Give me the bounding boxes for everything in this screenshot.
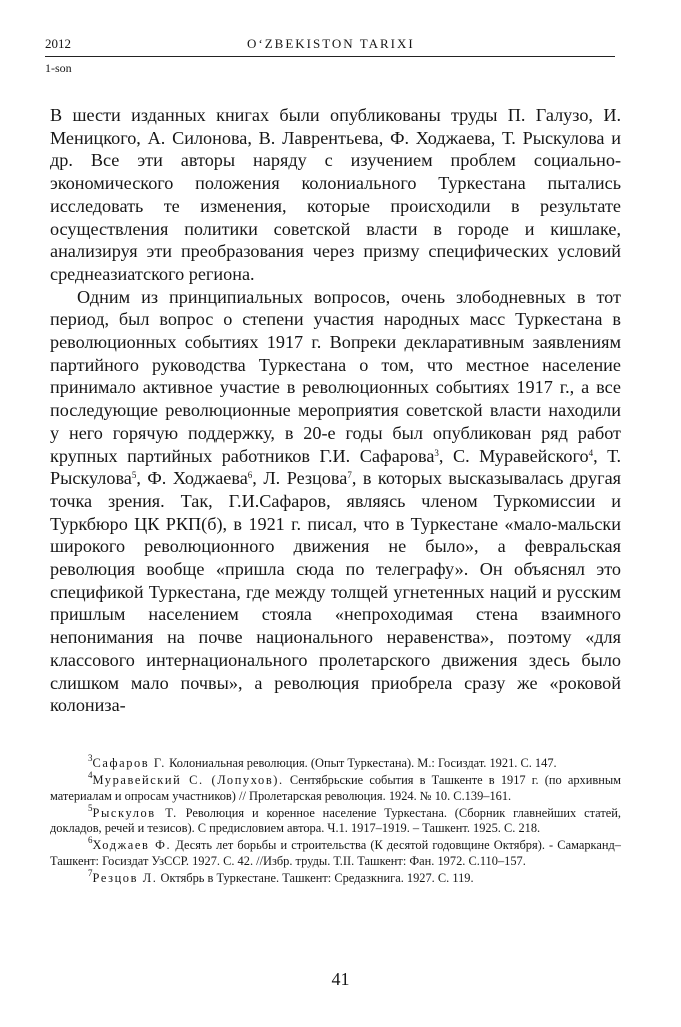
paragraph-text: В шести изданных книгах были опубликованы труды П. Галузо, И. Меницкого, А. Силонова, В. Лаврентьева, Ф. Ходжаева, Т. Рыскулова и др. Все эти авторы наряду с изучением проблем социально-экономического положения колониального Туркестана пытались исследовать те изменения, которые происходили в результате осуществления политики советской власти в городе и кишлаке, анализируя эти преобразования через призму специфических условий среднеазиатского региона. [50,105,621,284]
footnote-text: Сентябрьские события в Ташкенте в 1917 г. (по архивным материалам и опросам участников) // Пролетарская революция. 1924. № 10. С.139–161. [50,773,621,803]
footnote-reference: 6 [247,470,253,481]
footnote-text: Революция и коренное население Туркестана. (Сборник главнейших статей, докладов, речей и тезисов). С предисловием автора. Ч.1. 1917–1919. – Ташкент. 1925. С. 218. [50,805,621,836]
footnote-author: Сафаров Г. [92,756,166,770]
footnote-author: Резцов Л. [92,871,158,886]
footnote [50,753,621,771]
paragraph-text: , С. Муравейского [438,445,589,466]
footnote-reference: 7 [347,470,352,481]
paragraph-text: , в которых высказывалась другая точка зрения. Так, Г.И.Сафаров, являясь членом Туркомиссии и Туркбюро ЦК РКП(б), в 1921 г. писал, что в Туркестане «мало-мальски широкого революционного движения не было», а февральская революция вообще «пришла сюда по телеграфу». Он объяснял это спецификой Туркестана, где между толщей угнетенных наций и русским пришлым населением стояла «непроходимая стена взаимного непонимания на почве национального неравенства», поэтому «для классового интернационального пролетарского движения здесь было слишком мало почвы», а революция приобрела сразу же «роковой колониза- [50,468,622,716]
page-number: 41 [331,969,350,989]
footnote-number: 7 [88,868,93,879]
footnote-number: 3 [88,753,93,763]
footnote-reference: 4 [588,447,594,458]
paragraph [50,104,621,286]
footnote-text: Октябрь в Туркестане. Ташкент: Средазкнига. 1927. С. 119. [157,871,474,886]
paragraph-text: , Л. Резцова [252,468,348,489]
main-text [50,104,621,717]
paragraph-text: , Т. Рыскулова [50,445,621,489]
footnotes [50,753,621,888]
footnote-text: Колониальная революция. (Опыт Туркестана). М.: Госиздат. 1921. С. 147. [166,756,557,770]
footnote-reference: 5 [131,470,137,481]
header-year: 2012 [45,36,71,51]
paragraph [50,286,621,717]
footnote-number: 5 [88,802,93,813]
footnote-author: Рыскулов Т. [92,805,178,820]
paragraph-text: , Ф. Ходжаева [136,468,248,489]
footnote-number: 6 [88,835,93,846]
footnote-author: Ходжаев Ф. [92,838,172,853]
footnote-number: 4 [88,770,93,781]
footnote [50,835,621,869]
footnote-reference: 3 [434,447,439,458]
footnote [50,868,621,886]
header-divider [45,56,615,57]
header-issue: 1-son [45,61,72,75]
paragraph-text: Одним из принципиальных вопросов, очень злободневных в тот период, был вопрос о степени участия народных масс Туркестана в революционных событиях 1917 г. Вопреки декларативным заявлениям партийного руководства Туркестана о том, что местное население принимало активное участие в революционных событиях 1917 г., а все последующие революционные мероприятия советской власти находили у него горячую поддержку, в 20-е годы был опубликован ряд работ крупных партийных работников Г.И. Сафарова [50,286,621,466]
footnote-text: Десять лет борьбы и строительства (К десятой годовщине Октября). - Самарканд–Ташкент: Госиздат УзССР. 1927. С. 42. //Избр. труды. Т.II. Ташкент: Фан. 1972. С.110–157. [50,838,621,868]
footnote-author: Муравейский С. (Лопухов). [92,773,284,788]
footnote [50,802,621,837]
footnote [50,770,621,804]
header-journal-title: O‘ZBEKISTON TARIXI [247,36,415,51]
